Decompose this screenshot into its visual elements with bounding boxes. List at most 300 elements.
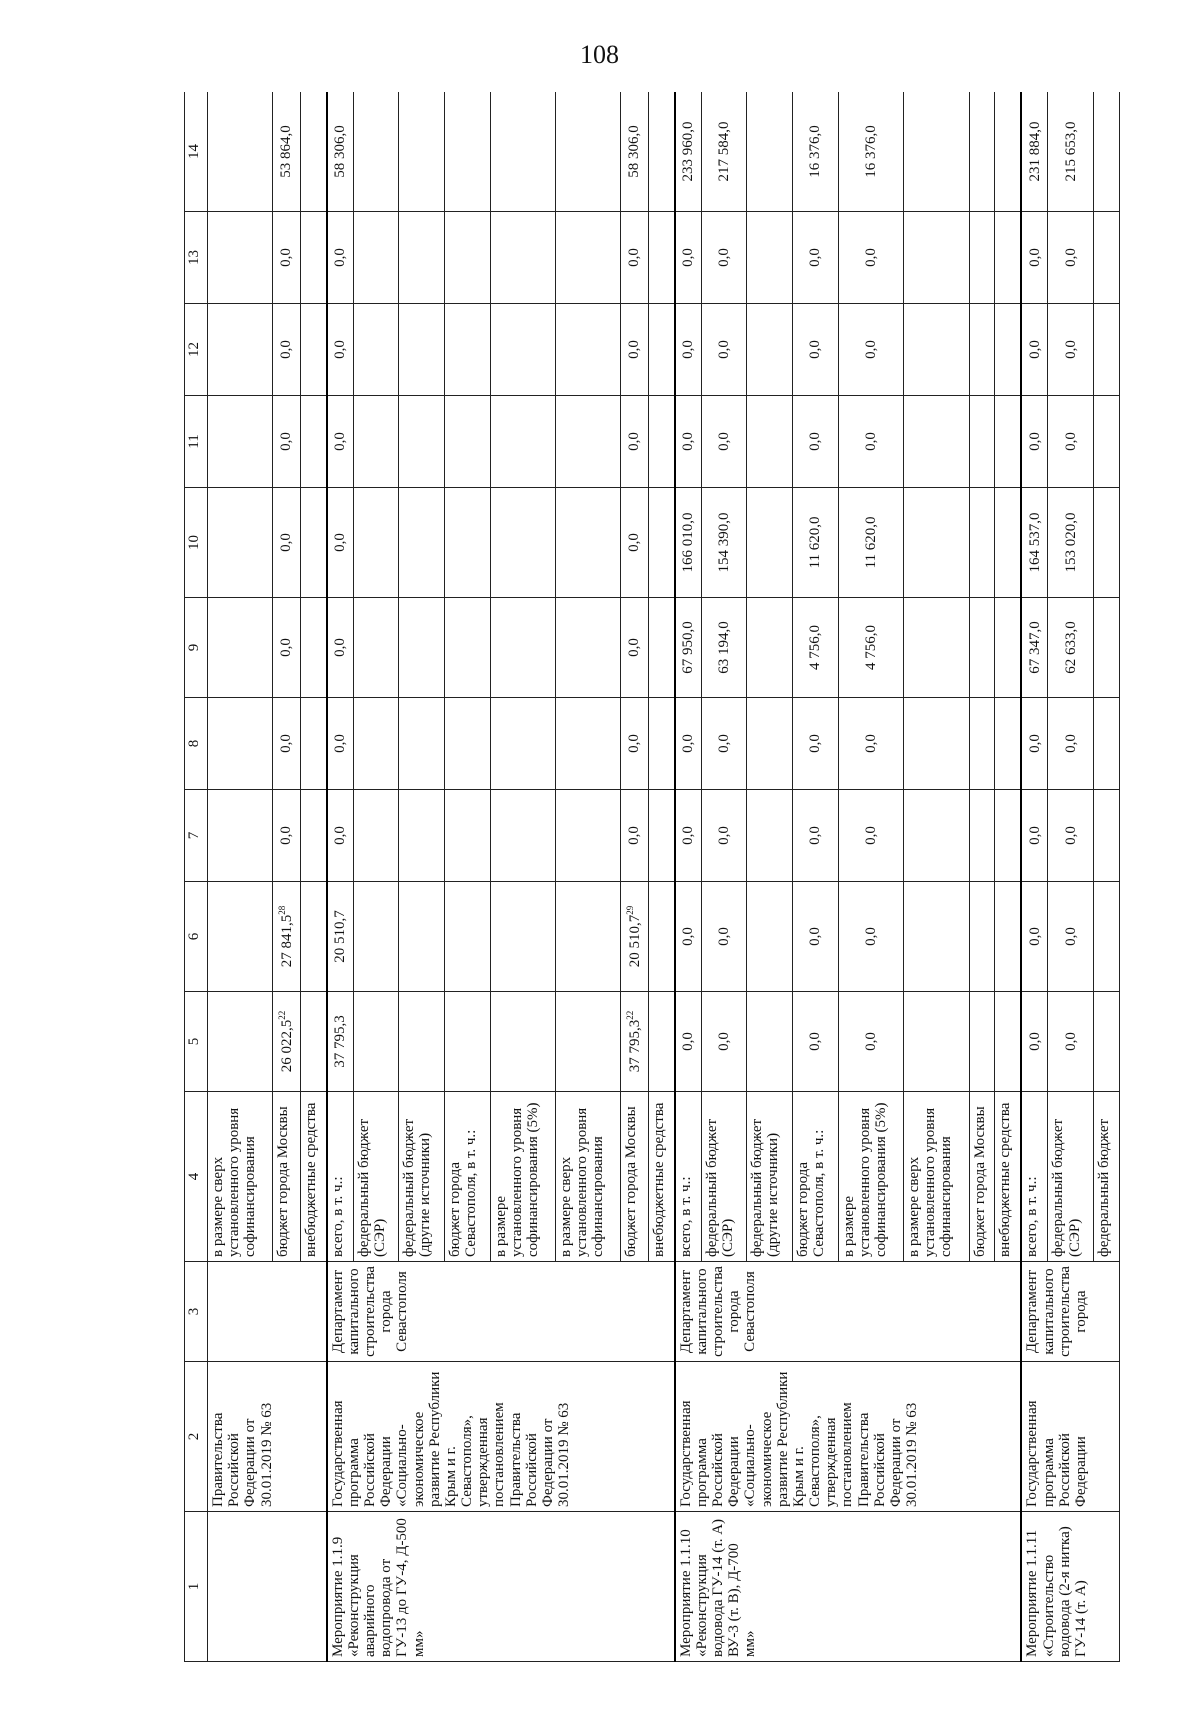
value-cell-col-10	[300, 488, 327, 598]
value-cell-col-9	[273, 598, 300, 698]
value-cell-col-8	[444, 698, 490, 790]
value-cell-col-11	[904, 396, 969, 488]
value-cell-col-12	[904, 304, 969, 396]
column-number-7: 7	[185, 790, 208, 882]
program-cell: Государственная программа Российской Федерации	[1021, 1362, 1119, 1512]
footnote-ref: 28	[276, 905, 287, 915]
value-cell-col-8	[648, 698, 675, 790]
value-text: 58 306,0	[626, 125, 643, 178]
value-cell-col-7	[399, 790, 445, 882]
value-cell-col-14	[838, 92, 903, 212]
value-cell-col-11	[1048, 396, 1094, 488]
value-cell-col-6	[747, 882, 793, 992]
value-text: 37 795,3	[331, 1015, 348, 1068]
value-text: 231 884,0	[1026, 121, 1043, 182]
value-text: 0,0	[278, 432, 295, 451]
value-cell-col-6	[208, 882, 273, 992]
value-cell-col-5	[995, 992, 1022, 1092]
value-cell-col-5	[838, 992, 903, 1092]
column-number-4: 4	[185, 1092, 208, 1262]
value-text: 0,0	[331, 826, 348, 845]
value-cell-col-9	[995, 598, 1022, 698]
value-cell-col-9	[904, 598, 969, 698]
value-cell-col-14	[701, 92, 747, 212]
value-cell-col-7	[747, 790, 793, 882]
value-cell-col-6	[904, 882, 969, 992]
value-cell-col-10	[1021, 488, 1048, 598]
column-number-9: 9	[185, 598, 208, 698]
rotated-table-frame	[184, 92, 1120, 1662]
value-text: 215 653,0	[1062, 121, 1079, 182]
value-cell-col-10	[1048, 488, 1094, 598]
value-cell-col-6	[444, 882, 490, 992]
value-cell-col-8	[399, 698, 445, 790]
value-cell-col-11	[273, 396, 300, 488]
value-cell-col-12	[490, 304, 555, 396]
executor-cell: Департамент капитального строительства города Севастополя	[675, 1262, 1022, 1362]
value-text: 62 633,0	[1062, 621, 1079, 674]
value-text: 0,0	[862, 340, 879, 359]
value-cell-col-8	[995, 698, 1022, 790]
value-cell-col-8	[969, 698, 995, 790]
value-cell-col-13	[701, 212, 747, 304]
value-text: 0,0	[680, 340, 696, 359]
value-cell-col-7	[1021, 790, 1048, 882]
column-number-row	[185, 92, 208, 1662]
value-cell-col-11	[556, 396, 621, 488]
funding-source-cell: всего, в т. ч.:	[675, 1092, 702, 1262]
value-cell-col-13	[621, 212, 648, 304]
value-cell-col-12	[353, 304, 399, 396]
value-text: 0,0	[1062, 340, 1079, 359]
table-row	[675, 92, 702, 1662]
value-cell-col-7	[995, 790, 1022, 882]
value-cell-col-10	[747, 488, 793, 598]
value-cell-col-13	[327, 212, 354, 304]
value-cell-col-5	[273, 992, 300, 1092]
value-cell-col-14	[1021, 92, 1048, 212]
value-cell-col-14	[208, 92, 273, 212]
value-text: 0,0	[278, 340, 295, 359]
value-text: 0,0	[331, 533, 348, 552]
rotated-table-container	[184, 92, 1120, 1662]
column-number-12: 12	[185, 304, 208, 396]
value-cell-col-6	[675, 882, 702, 992]
value-cell-col-7	[327, 790, 354, 882]
value-cell-col-9	[1021, 598, 1048, 698]
value-text: 0,0	[1062, 826, 1079, 845]
value-cell-col-11	[969, 396, 995, 488]
value-cell-col-6	[353, 882, 399, 992]
value-cell-col-12	[792, 304, 838, 396]
value-cell-col-6	[648, 882, 675, 992]
value-text: 0,0	[680, 432, 696, 451]
value-cell-col-6	[300, 882, 327, 992]
value-cell-col-6	[701, 882, 747, 992]
value-cell-col-14	[490, 92, 555, 212]
funding-source-cell: федеральный бюджет (другие источники)	[747, 1092, 793, 1262]
value-cell-col-10	[273, 488, 300, 598]
value-text: 0,0	[680, 826, 696, 845]
value-cell-col-11	[675, 396, 702, 488]
value-cell-col-14	[995, 92, 1022, 212]
value-cell-col-7	[648, 790, 675, 882]
event-name-cell: Мероприятие 1.1.11 «Строительство водовода (2-я нитка) ГУ-14 (т. А)	[1021, 1512, 1119, 1662]
value-cell-col-9	[444, 598, 490, 698]
value-cell-col-13	[208, 212, 273, 304]
value-cell-col-13	[399, 212, 445, 304]
value-cell-col-6	[490, 882, 555, 992]
value-cell-col-5	[792, 992, 838, 1092]
executor-cell: Департамент капитального строительства города Севастополя	[327, 1262, 675, 1362]
value-text: 0,0	[1062, 927, 1079, 946]
value-cell-col-5	[1021, 992, 1048, 1092]
value-cell-col-11	[1094, 396, 1120, 488]
value-cell-col-8	[675, 698, 702, 790]
value-cell-col-14	[399, 92, 445, 212]
budget-table	[184, 92, 1120, 1662]
program-cell: Государственная программа Российской Федерации «Социально-экономическое развитие Республики Крым и г. Севастополя», утвержденная постановлением Правительства Российской Федерации от 30.01.2019 № 63	[327, 1362, 675, 1512]
column-number-1: 1	[185, 1512, 208, 1662]
value-cell-col-10	[490, 488, 555, 598]
value-cell-col-8	[1021, 698, 1048, 790]
value-cell-col-6	[1048, 882, 1094, 992]
value-text: 0,0	[626, 734, 643, 753]
value-cell-col-14	[675, 92, 702, 212]
footnote-ref: 22	[624, 1010, 635, 1020]
funding-source-cell: в размере сверх установленного уровня софинансирования	[556, 1092, 621, 1262]
value-cell-col-11	[747, 396, 793, 488]
column-number-6: 6	[185, 882, 208, 992]
column-number-13: 13	[185, 212, 208, 304]
value-text: 0,0	[278, 248, 295, 267]
value-cell-col-12	[969, 304, 995, 396]
value-cell-col-5	[399, 992, 445, 1092]
value-text: 153 020,0	[1062, 512, 1079, 573]
value-cell-col-11	[327, 396, 354, 488]
value-text: 0,0	[715, 734, 732, 753]
value-text: 0,0	[715, 340, 732, 359]
value-cell-col-6	[969, 882, 995, 992]
value-cell-col-10	[399, 488, 445, 598]
funding-source-cell: федеральный бюджет (другие источники)	[399, 1092, 445, 1262]
value-cell-col-14	[273, 92, 300, 212]
value-cell-col-12	[273, 304, 300, 396]
executor-cell: Департамент капитального строительства города	[1021, 1262, 1119, 1362]
value-text: 4 756,0	[807, 625, 824, 670]
value-cell-col-13	[300, 212, 327, 304]
value-text: 0,0	[807, 734, 824, 753]
value-cell-col-13	[969, 212, 995, 304]
value-cell-col-5	[490, 992, 555, 1092]
value-cell-col-12	[300, 304, 327, 396]
value-cell-col-11	[838, 396, 903, 488]
value-cell-col-14	[1048, 92, 1094, 212]
value-text: 67 950,0	[680, 621, 696, 674]
column-number-5: 5	[185, 992, 208, 1092]
program-cell: Правительства Российской Федерации от 30.01.2019 № 63	[208, 1362, 327, 1512]
value-cell-col-13	[995, 212, 1022, 304]
value-cell-col-7	[208, 790, 273, 882]
value-text: 0,0	[1026, 432, 1043, 451]
value-cell-col-6	[838, 882, 903, 992]
value-cell-col-11	[792, 396, 838, 488]
value-cell-col-13	[747, 212, 793, 304]
funding-source-cell: федеральный бюджет (СЭР)	[701, 1092, 747, 1262]
value-cell-col-13	[648, 212, 675, 304]
funding-source-cell: бюджет города Севастополя, в т. ч.:	[444, 1092, 490, 1262]
value-cell-col-13	[792, 212, 838, 304]
value-cell-col-7	[353, 790, 399, 882]
value-text: 0,0	[807, 826, 824, 845]
value-cell-col-9	[399, 598, 445, 698]
value-cell-col-9	[621, 598, 648, 698]
value-cell-col-11	[648, 396, 675, 488]
value-text: 166 010,0	[680, 512, 696, 573]
value-cell-col-14	[648, 92, 675, 212]
value-cell-col-8	[701, 698, 747, 790]
value-cell-col-7	[675, 790, 702, 882]
column-number-8: 8	[185, 698, 208, 790]
value-text: 0,0	[626, 432, 643, 451]
table-row	[208, 92, 273, 1662]
value-text: 4 756,0	[862, 625, 879, 670]
funding-source-cell: внебюджетные средства	[648, 1092, 675, 1262]
value-cell-col-8	[353, 698, 399, 790]
value-text: 20 510,7	[626, 914, 643, 968]
value-text: 0,0	[1062, 734, 1079, 753]
value-text: 16 376,0	[862, 125, 879, 178]
value-text: 0,0	[278, 638, 295, 657]
value-cell-col-12	[556, 304, 621, 396]
value-cell-col-10	[621, 488, 648, 598]
value-cell-col-10	[327, 488, 354, 598]
value-text: 0,0	[1062, 248, 1079, 267]
value-text: 0,0	[807, 927, 824, 946]
value-cell-col-6	[327, 882, 354, 992]
value-cell-col-8	[490, 698, 555, 790]
value-cell-col-6	[621, 882, 648, 992]
value-cell-col-14	[353, 92, 399, 212]
funding-source-cell: внебюджетные средства	[995, 1092, 1022, 1262]
value-cell-col-5	[208, 992, 273, 1092]
program-cell: Государственная программа Российской Федерации «Социально-экономическое развитие Республики Крым и г. Севастополя», утвержденная постановлением Правительства Российской Федерации от 30.01.2019 № 63	[675, 1362, 1022, 1512]
funding-source-cell: в размере сверх установленного уровня софинансирования	[904, 1092, 969, 1262]
value-cell-col-5	[300, 992, 327, 1092]
value-cell-col-9	[300, 598, 327, 698]
value-text: 0,0	[862, 927, 879, 946]
value-text: 37 795,3	[626, 1019, 643, 1073]
value-cell-col-8	[747, 698, 793, 790]
value-text: 0,0	[680, 734, 696, 753]
event-name-cell: Мероприятие 1.1.10 «Реконструкция водовода ГУ-14 (т. А) ВУ-3 (т. В), Д-700 мм»	[675, 1512, 1022, 1662]
funding-source-cell: бюджет города Севастополя, в т. ч.:	[792, 1092, 838, 1262]
value-cell-col-14	[556, 92, 621, 212]
value-cell-col-14	[969, 92, 995, 212]
value-text: 0,0	[680, 927, 696, 946]
value-text: 0,0	[862, 826, 879, 845]
funding-source-cell: федеральный бюджет	[1094, 1092, 1120, 1262]
value-text: 0,0	[278, 826, 295, 845]
value-cell-col-10	[701, 488, 747, 598]
value-cell-col-12	[444, 304, 490, 396]
value-cell-col-12	[327, 304, 354, 396]
value-text: 27 841,5	[278, 914, 295, 968]
value-text: 154 390,0	[715, 512, 732, 573]
value-cell-col-11	[399, 396, 445, 488]
value-text: 0,0	[862, 432, 879, 451]
column-number-14: 14	[185, 92, 208, 212]
value-text: 0,0	[862, 734, 879, 753]
value-text: 0,0	[807, 1032, 824, 1051]
value-text: 0,0	[1026, 927, 1043, 946]
value-text: 0,0	[715, 1032, 732, 1051]
value-cell-col-9	[556, 598, 621, 698]
value-text: 0,0	[1062, 432, 1079, 451]
value-cell-col-11	[353, 396, 399, 488]
value-cell-col-8	[300, 698, 327, 790]
table-body	[208, 92, 1120, 1662]
funding-source-cell: бюджет города Москвы	[621, 1092, 648, 1262]
value-text: 0,0	[715, 826, 732, 845]
value-cell-col-5	[675, 992, 702, 1092]
value-cell-col-8	[273, 698, 300, 790]
footnote-ref: 22	[276, 1010, 287, 1020]
value-cell-col-9	[1094, 598, 1120, 698]
table-row	[327, 92, 354, 1662]
value-text: 0,0	[680, 248, 696, 267]
value-cell-col-14	[327, 92, 354, 212]
value-cell-col-11	[444, 396, 490, 488]
value-cell-col-12	[1048, 304, 1094, 396]
value-cell-col-8	[838, 698, 903, 790]
value-cell-col-11	[995, 396, 1022, 488]
funding-source-cell: в размере сверх установленного уровня софинансирования	[208, 1092, 273, 1262]
value-text: 0,0	[715, 432, 732, 451]
value-cell-col-8	[904, 698, 969, 790]
column-number-11: 11	[185, 396, 208, 488]
value-cell-col-12	[621, 304, 648, 396]
value-cell-col-8	[792, 698, 838, 790]
executor-cell	[208, 1262, 327, 1362]
value-cell-col-5	[556, 992, 621, 1092]
value-cell-col-5	[904, 992, 969, 1092]
value-cell-col-10	[648, 488, 675, 598]
value-cell-col-7	[1048, 790, 1094, 882]
value-cell-col-5	[444, 992, 490, 1092]
value-text: 67 347,0	[1026, 621, 1043, 674]
value-cell-col-7	[1094, 790, 1120, 882]
value-cell-col-8	[208, 698, 273, 790]
value-text: 0,0	[626, 533, 643, 552]
value-cell-col-10	[969, 488, 995, 598]
funding-source-cell: бюджет города Москвы	[273, 1092, 300, 1262]
funding-source-cell: бюджет города Москвы	[969, 1092, 995, 1262]
value-cell-col-5	[621, 992, 648, 1092]
event-name-cell: Мероприятие 1.1.9 «Реконструкция аварийного водопровода от ГУ-13 до ГУ-4, Д-500 мм»	[327, 1512, 675, 1662]
value-cell-col-10	[792, 488, 838, 598]
value-cell-col-9	[648, 598, 675, 698]
value-cell-col-6	[1021, 882, 1048, 992]
value-cell-col-5	[969, 992, 995, 1092]
value-cell-col-9	[675, 598, 702, 698]
value-cell-col-9	[353, 598, 399, 698]
value-cell-col-8	[621, 698, 648, 790]
value-cell-col-8	[1094, 698, 1120, 790]
value-cell-col-12	[648, 304, 675, 396]
value-text: 20 510,7	[331, 910, 348, 963]
value-cell-col-10	[1094, 488, 1120, 598]
value-cell-col-9	[792, 598, 838, 698]
table-row	[1021, 92, 1048, 1662]
value-text: 0,0	[1026, 340, 1043, 359]
value-cell-col-5	[327, 992, 354, 1092]
value-cell-col-7	[904, 790, 969, 882]
value-text: 53 864,0	[278, 125, 295, 178]
value-cell-col-12	[701, 304, 747, 396]
value-text: 0,0	[680, 1032, 696, 1051]
value-cell-col-13	[1021, 212, 1048, 304]
value-text: 0,0	[626, 826, 643, 845]
value-cell-col-14	[792, 92, 838, 212]
value-cell-col-6	[399, 882, 445, 992]
value-text: 0,0	[626, 340, 643, 359]
funding-source-cell: всего, в т. ч.:	[1021, 1092, 1048, 1262]
value-text: 0,0	[807, 340, 824, 359]
footnote-ref: 29	[624, 905, 635, 915]
value-cell-col-14	[621, 92, 648, 212]
value-text: 0,0	[331, 340, 348, 359]
value-cell-col-5	[747, 992, 793, 1092]
value-cell-col-10	[208, 488, 273, 598]
value-cell-col-10	[838, 488, 903, 598]
value-cell-col-13	[353, 212, 399, 304]
value-cell-col-9	[327, 598, 354, 698]
funding-source-cell: внебюджетные средства	[300, 1092, 327, 1262]
column-number-2: 2	[185, 1362, 208, 1512]
value-cell-col-7	[969, 790, 995, 882]
value-cell-col-14	[444, 92, 490, 212]
value-text: 0,0	[715, 248, 732, 267]
value-cell-col-6	[273, 882, 300, 992]
value-text: 0,0	[1026, 1032, 1043, 1051]
value-cell-col-11	[490, 396, 555, 488]
funding-source-cell: федеральный бюджет (СЭР)	[1048, 1092, 1094, 1262]
value-text: 0,0	[331, 432, 348, 451]
value-cell-col-8	[327, 698, 354, 790]
value-cell-col-11	[621, 396, 648, 488]
value-text: 233 960,0	[680, 121, 696, 182]
value-cell-col-9	[208, 598, 273, 698]
value-text: 0,0	[626, 638, 643, 657]
value-text: 0,0	[1026, 826, 1043, 845]
value-cell-col-13	[273, 212, 300, 304]
value-text: 0,0	[278, 533, 295, 552]
value-cell-col-9	[1048, 598, 1094, 698]
value-text: 0,0	[626, 248, 643, 267]
column-number-10: 10	[185, 488, 208, 598]
value-cell-col-14	[747, 92, 793, 212]
value-text: 0,0	[331, 638, 348, 657]
value-text: 0,0	[715, 927, 732, 946]
funding-source-cell: всего, в т. ч.:	[327, 1092, 354, 1262]
value-cell-col-7	[621, 790, 648, 882]
page-number: 108	[580, 40, 619, 69]
value-cell-col-10	[556, 488, 621, 598]
value-cell-col-12	[1094, 304, 1120, 396]
value-cell-col-14	[1094, 92, 1120, 212]
value-cell-col-5	[1094, 992, 1120, 1092]
